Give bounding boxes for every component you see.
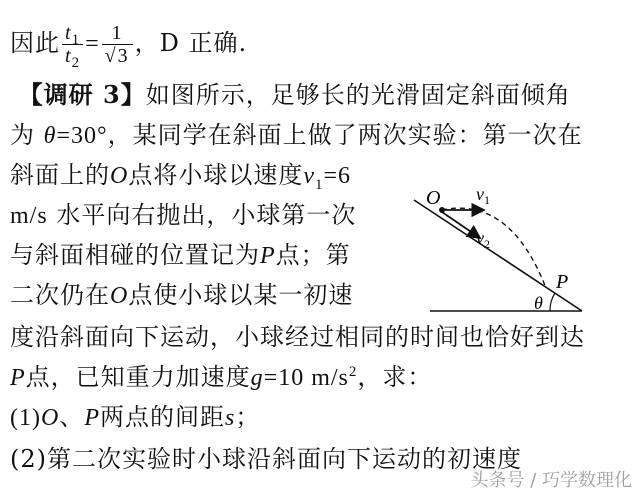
problem-line-7: 度沿斜面向下运动，小球经过相同的时间也恰好到达 bbox=[10, 323, 585, 351]
v2-arrow bbox=[442, 212, 480, 238]
incline-diagram bbox=[400, 176, 590, 316]
label-theta: θ bbox=[534, 293, 543, 313]
problem-line-1: 【调研 3】如图所示，足够长的光滑固定斜面倾角 bbox=[18, 80, 571, 109]
incline-line bbox=[414, 200, 582, 311]
label-v1: $v_1$ bbox=[476, 184, 490, 207]
problem-line-4: m/s 水平向右抛出，小球第一次 bbox=[10, 201, 357, 229]
problem-line-2: 为 θ=30°，某同学在斜面上做了两次实验：第一次在 bbox=[10, 121, 583, 149]
answer-prefix: 因此 bbox=[10, 29, 60, 57]
problem-label: 【调研 3】 bbox=[18, 80, 146, 109]
problem-line-6: 二次仍在O点使小球以某一初速 bbox=[10, 281, 354, 309]
ratio-fraction: $\frac{t_1}{t_2}$ bbox=[62, 22, 83, 67]
question-1: (1)O、P两点的间距s； bbox=[10, 403, 261, 431]
angle-arc bbox=[550, 293, 555, 311]
question-2: (2)第二次实验时小球沿斜面向下运动的初速度 bbox=[10, 445, 522, 473]
result-fraction: $\frac{1}{√3}$ bbox=[102, 22, 133, 67]
problem-line-3: 斜面上的O点将小球以速度$v_1=6$ bbox=[10, 161, 352, 193]
label-v2: $v_2$ bbox=[476, 228, 490, 251]
watermark: 头条号 / 巧学数理化 bbox=[470, 470, 632, 491]
answer-line: 因此 $\frac{t_1}{t_2}$ = $\frac{1}{√3}$ ，D 正确. bbox=[10, 22, 248, 71]
label-P: P bbox=[556, 271, 569, 293]
problem-line-5: 与斜面相碰的位置记为P点；第 bbox=[10, 241, 351, 269]
problem-line-8: P点，已知重力加速度g=10 $m/s^2$，求： bbox=[10, 363, 433, 391]
label-O: O bbox=[426, 187, 441, 209]
answer-suffix: ，D 正确. bbox=[134, 29, 248, 57]
